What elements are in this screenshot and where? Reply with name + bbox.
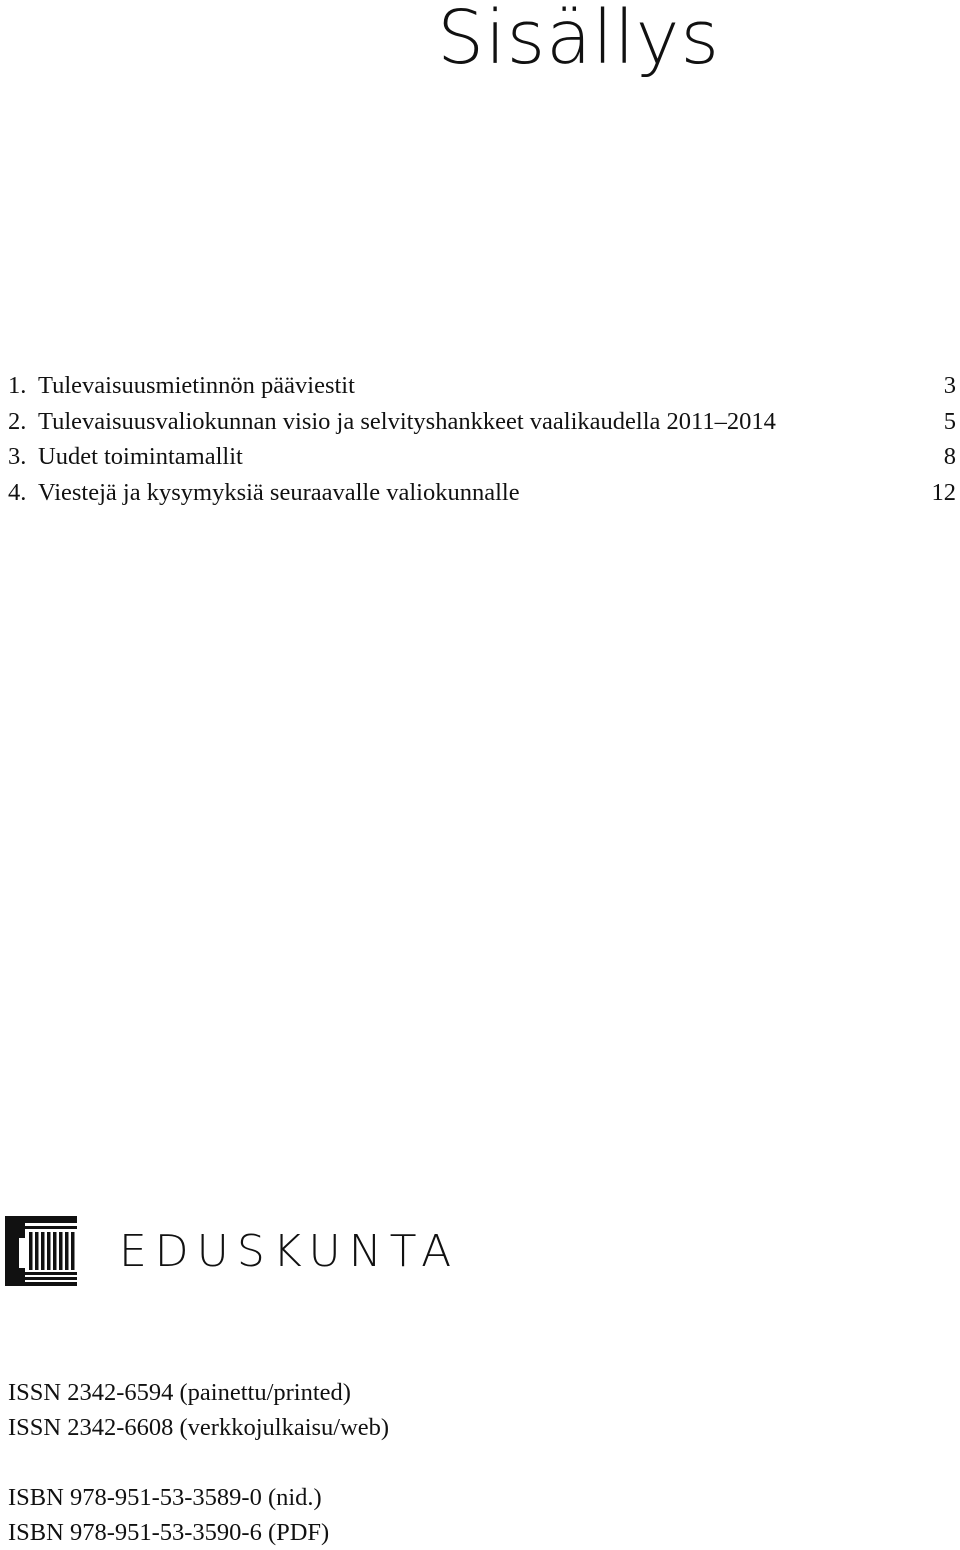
spacer	[8, 1445, 389, 1480]
toc-item-title: Tulevaisuusmietinnön pääviestit	[38, 372, 355, 399]
eduskunta-logo	[5, 1216, 459, 1286]
toc-item-title: Uudet toimintamallit	[38, 443, 243, 470]
toc-item-title: Tulevaisuusvaliokunnan visio ja selvityshankkeet vaalikaudella 2011–2014	[38, 407, 776, 435]
toc-item-number: 1.	[8, 372, 27, 399]
issn-print: ISSN 2342-6594 (painettu/printed)	[8, 1379, 351, 1406]
publication-identifiers	[8, 1375, 389, 1550]
parliament-building-icon	[5, 1216, 77, 1286]
toc-item-page: 12	[931, 478, 956, 506]
issn-web: ISSN 2342-6608 (verkkojulkaisu/web)	[8, 1414, 390, 1441]
isbn-pdf: ISBN 978-951-53-3590-6 (PDF)	[8, 1519, 330, 1546]
toc-item-number: 2.	[8, 407, 27, 435]
toc-item-page: 3	[943, 372, 956, 399]
toc-item-page: 5	[943, 407, 956, 435]
toc-item[interactable]	[8, 368, 956, 404]
logo-wordmark: EDUSKUNTA	[119, 1225, 460, 1277]
toc-item-title: Viestejä ja kysymyksiä seuraavalle valiokunnalle	[38, 478, 520, 506]
table-of-contents	[8, 368, 956, 510]
toc-item-page: 8	[943, 443, 956, 470]
toc-item-number: 4.	[8, 478, 27, 506]
toc-item[interactable]	[8, 404, 956, 440]
isbn-print: ISBN 978-951-53-3589-0 (nid.)	[8, 1484, 322, 1511]
toc-item-number: 3.	[8, 443, 27, 470]
toc-item[interactable]	[8, 439, 956, 475]
toc-item[interactable]	[8, 475, 956, 511]
page-title: Sisällys	[437, 0, 720, 81]
